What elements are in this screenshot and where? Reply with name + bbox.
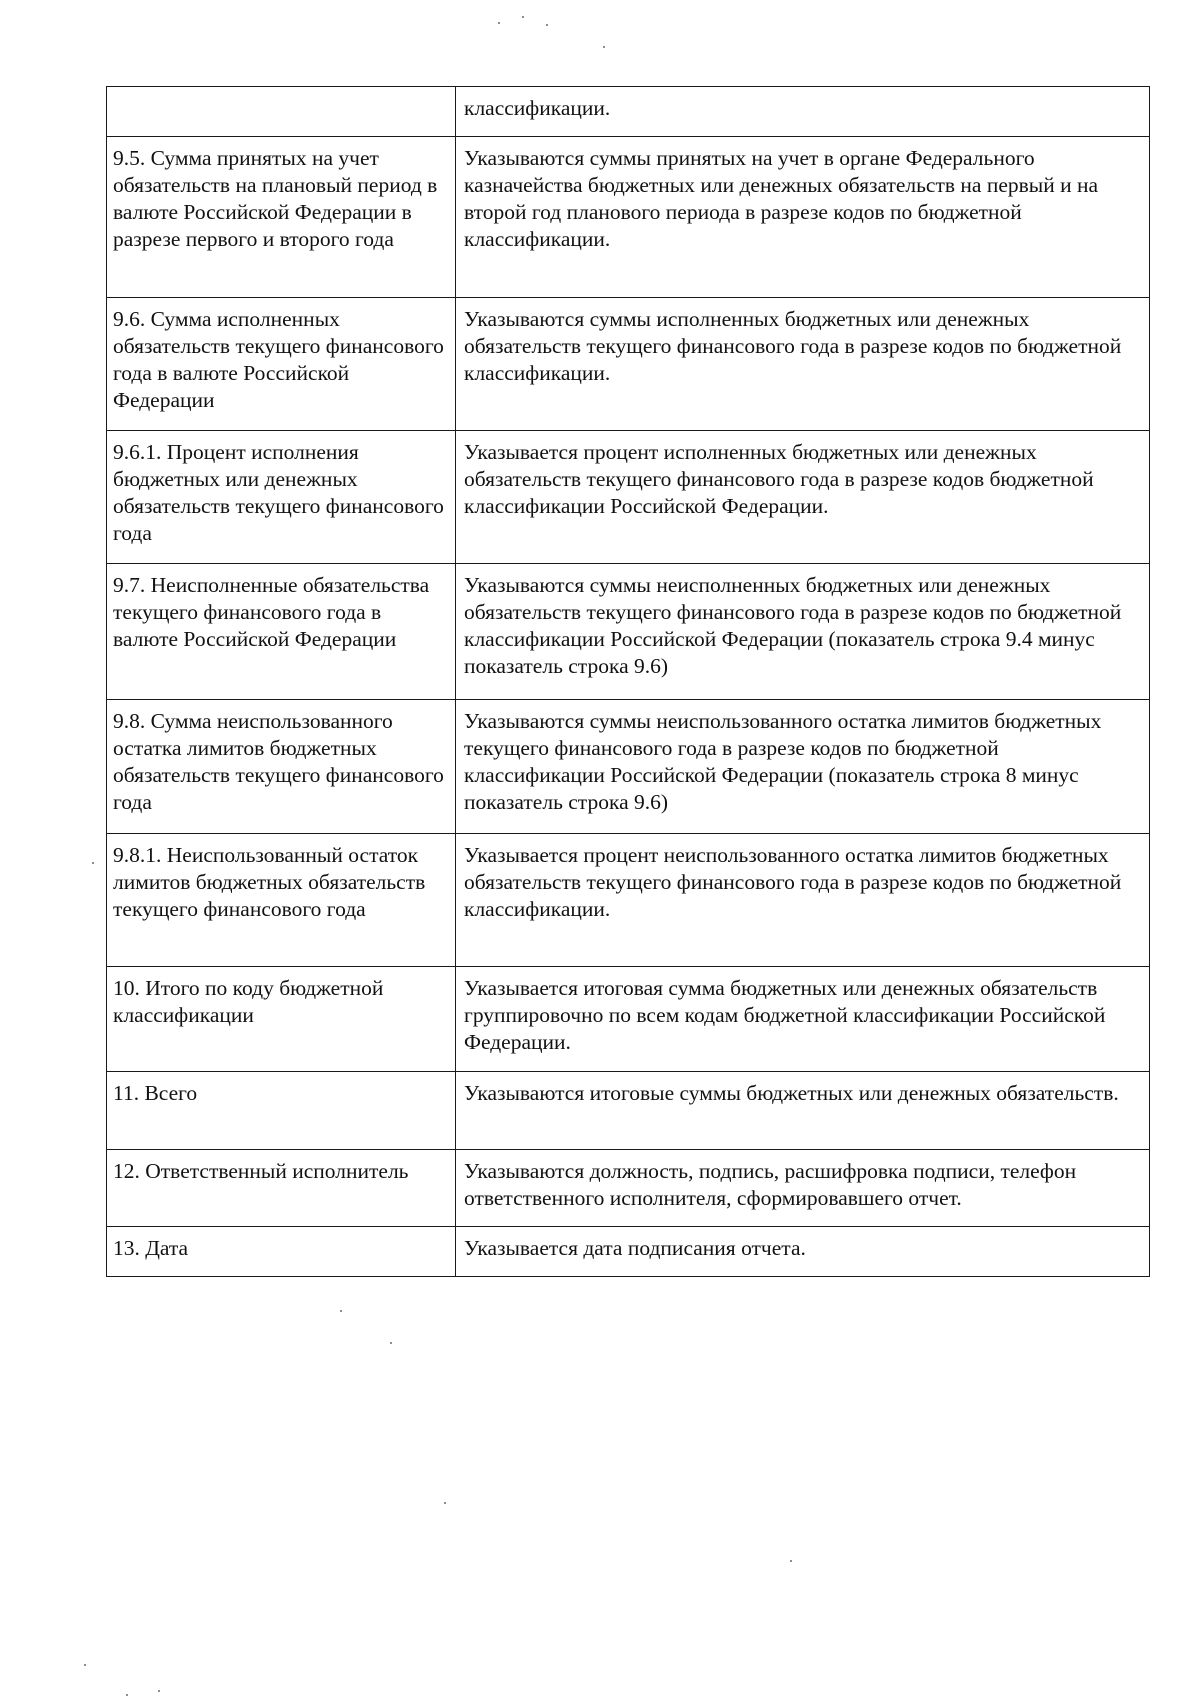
scan-speck <box>92 862 94 864</box>
indicator-description-cell: Указываются суммы принятых на учет в органе Федерального казначейства бюджетных или денежных обязательств на первый и на второй год планового периода в разрезе кодов по бюджетной классификации. <box>456 137 1150 298</box>
table-row <box>107 87 1150 137</box>
indicator-name-cell: 12. Ответственный исполнитель <box>107 1150 456 1227</box>
scan-speck <box>790 1560 792 1562</box>
indicator-name-cell: 9.8. Сумма неиспользованного остатка лимитов бюджетных обязательств текущего финансового года <box>107 700 456 834</box>
table-row <box>107 137 1150 298</box>
table-row <box>107 1150 1150 1227</box>
indicator-description-cell: классификации. <box>456 87 1150 137</box>
table-row <box>107 967 1150 1072</box>
indicator-description-cell: Указываются суммы исполненных бюджетных или денежных обязательств текущего финансового года в разрезе кодов по бюджетной классификации. <box>456 298 1150 431</box>
indicator-description-cell: Указывается процент неиспользованного остатка лимитов бюджетных обязательств текущего финансового года в разрезе кодов по бюджетной классификации. <box>456 834 1150 967</box>
table-row <box>107 1227 1150 1277</box>
indicator-description-cell: Указывается итоговая сумма бюджетных или денежных обязательств группировочно по всем кодам бюджетной классификации Российской Федерации. <box>456 967 1150 1072</box>
table-row <box>107 1072 1150 1150</box>
indicator-description-cell: Указывается процент исполненных бюджетных или денежных обязательств текущего финансового года в разрезе кодов бюджетной классификации Российской Федерации. <box>456 431 1150 564</box>
scan-speck <box>126 1694 128 1696</box>
definitions-table <box>106 86 1150 1277</box>
indicator-name-cell: 9.8.1. Неиспользованный остаток лимитов бюджетных обязательств текущего финансового года <box>107 834 456 967</box>
indicator-description-cell: Указываются суммы неиспользованного остатка лимитов бюджетных текущего финансового года в разрезе кодов по бюджетной классификации Российской Федерации (показатель строка 8 минус показатель строка 9.6) <box>456 700 1150 834</box>
indicator-name-cell: 9.6.1. Процент исполнения бюджетных или денежных обязательств текущего финансового года <box>107 431 456 564</box>
scan-speck <box>603 46 605 48</box>
indicator-name-cell: 9.5. Сумма принятых на учет обязательств на плановый период в валюте Российской Федерации в разрезе первого и второго года <box>107 137 456 298</box>
scan-speck <box>498 22 500 24</box>
table-row <box>107 431 1150 564</box>
table-row <box>107 298 1150 431</box>
indicator-name-cell <box>107 87 456 137</box>
indicator-description-cell: Указывается дата подписания отчета. <box>456 1227 1150 1277</box>
scan-speck <box>522 16 524 18</box>
indicator-description-cell: Указываются должность, подпись, расшифровка подписи, телефон ответственного исполнителя, сформировавшего отчет. <box>456 1150 1150 1227</box>
indicator-description-cell: Указываются суммы неисполненных бюджетных или денежных обязательств текущего финансового года в разрезе кодов по бюджетной классификации Российской Федерации (показатель строка 9.4 минус показатель строка 9.6) <box>456 564 1150 700</box>
indicator-name-cell: 11. Всего <box>107 1072 456 1150</box>
scan-speck <box>444 1502 446 1504</box>
indicator-name-cell: 13. Дата <box>107 1227 456 1277</box>
indicator-name-cell: 10. Итого по коду бюджетной классификации <box>107 967 456 1072</box>
indicator-description-cell: Указываются итоговые суммы бюджетных или денежных обязательств. <box>456 1072 1150 1150</box>
definitions-table-body <box>107 87 1150 1277</box>
indicator-name-cell: 9.7. Неисполненные обязательства текущего финансового года в валюте Российской Федерации <box>107 564 456 700</box>
scan-speck <box>84 1664 86 1666</box>
scan-speck <box>546 24 548 26</box>
scan-speck <box>158 1690 160 1692</box>
table-row <box>107 700 1150 834</box>
table-row <box>107 834 1150 967</box>
table-row <box>107 564 1150 700</box>
scan-speck <box>390 1342 392 1344</box>
indicator-name-cell: 9.6. Сумма исполненных обязательств текущего финансового года в валюте Российской Федерации <box>107 298 456 431</box>
scan-speck <box>340 1310 342 1312</box>
